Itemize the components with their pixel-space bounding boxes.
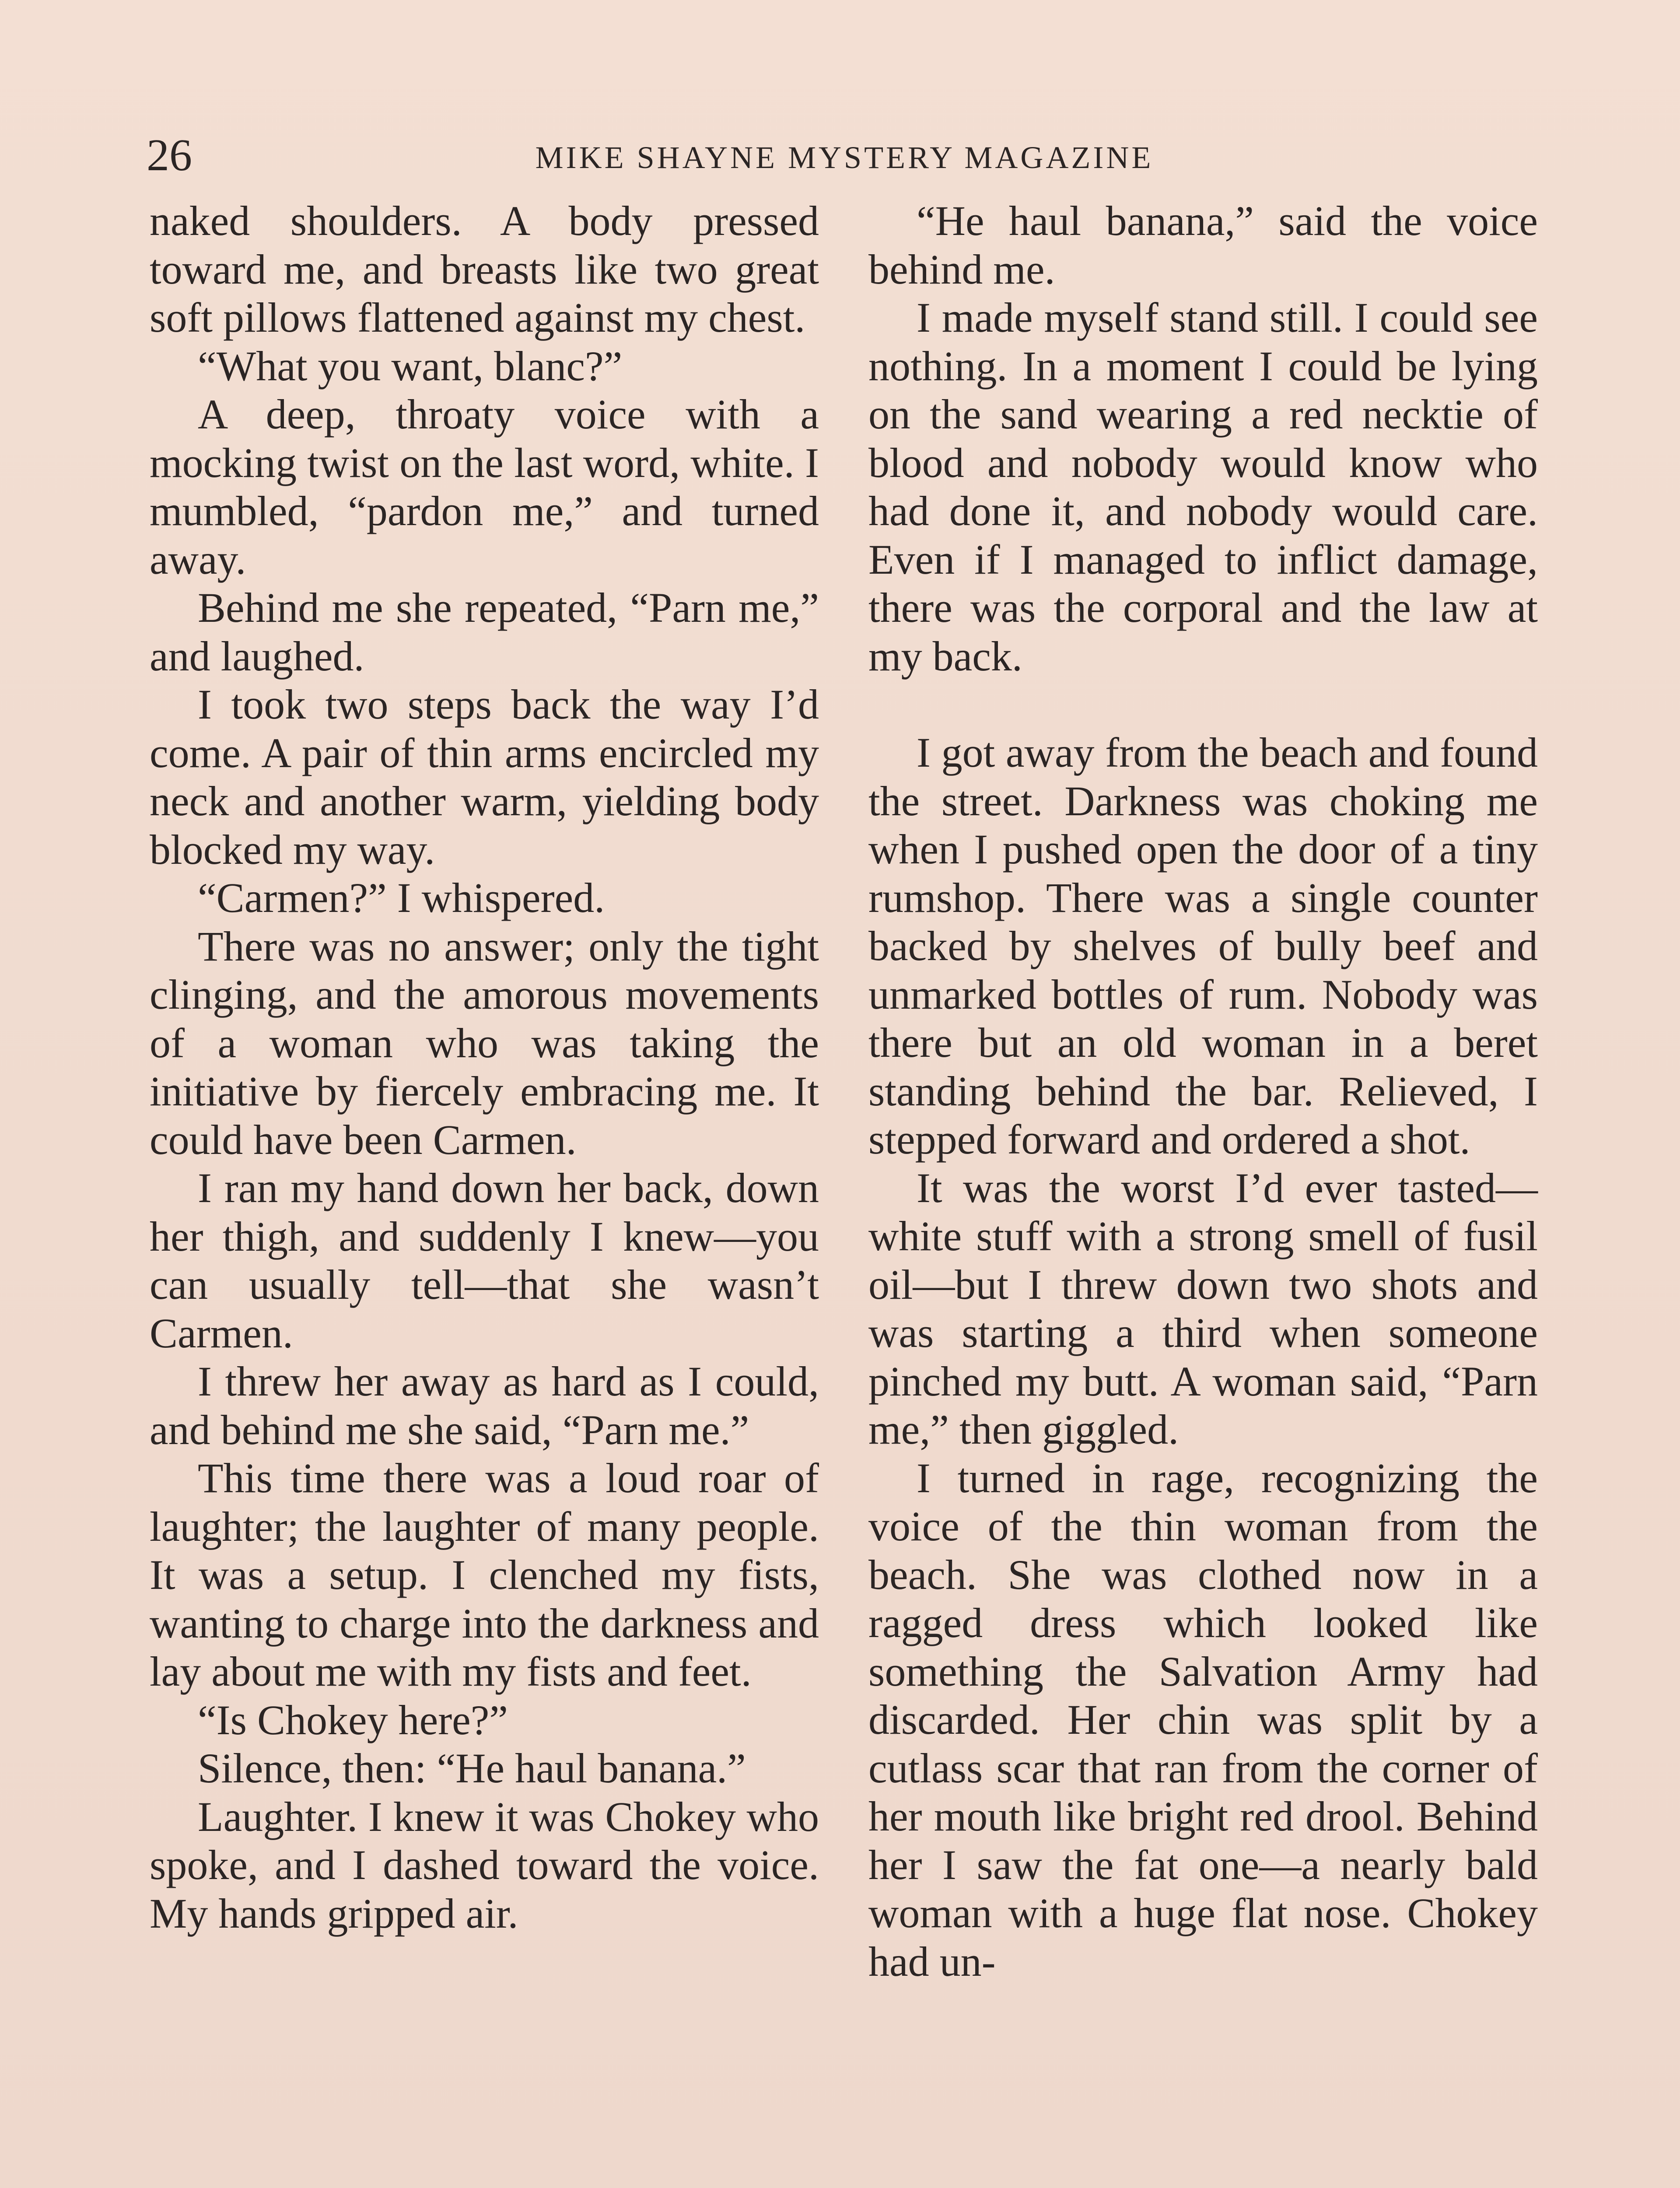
- paragraph: Silence, then: “He haul banana.”: [198, 1745, 746, 1792]
- page-number: 26: [147, 130, 192, 180]
- paragraph: Behind me she repeated, “Parn me,” and laughed.: [150, 584, 819, 680]
- paragraph: It was the worst I’d ever tasted—white stuff with a strong smell of fusil oil—but I threw down two shots and was starting a third when someone pinched my butt. A woman said, “Parn me,” then giggled.: [868, 1164, 1538, 1453]
- section-break: [868, 680, 1538, 729]
- paragraph: naked shoulders. A body pressed toward me, and breasts like two great soft pillows flattened against my chest.: [150, 197, 819, 341]
- paragraph: “What you want, blanc?”: [198, 342, 623, 389]
- paragraph: I took two steps back the way I’d come. A pair of thin arms encircled my neck and another warm, yielding body blocked my way.: [150, 681, 819, 873]
- paragraph: I ran my hand down her back, down her thigh, and suddenly I knew—you can usually tell—that she wasn’t Carmen.: [150, 1164, 819, 1357]
- paragraph: “He haul banana,” said the voice behind me.: [868, 197, 1538, 293]
- right-column: [868, 197, 1538, 1986]
- paragraph: I turned in rage, recognizing the voice of the thin woman from the beach. She was clothed now in a ragged dress which looked like something the Salvation Army had discarded. Her chin was split by a cutlass scar that ran from the corner of her mouth like bright red drool. Behind her I saw the fat one—a nearly bald woman with a huge flat nose. Chokey had un-: [868, 1454, 1538, 1985]
- paragraph: I got away from the beach and found the street. Darkness was choking me when I pushed open the door of a tiny rumshop. There was a single counter backed by shelves of bully beef and unmarked bottles of rum. Nobody was there but an old woman in a beret standing behind the bar. Relieved, I stepped forward and ordered a shot.: [868, 729, 1538, 1163]
- paragraph: Laughter. I knew it was Chokey who spoke, and I dashed toward the voice. My hands gripped air.: [150, 1793, 819, 1937]
- paragraph: There was no answer; only the tight clinging, and the amorous movements of a woman who was taking the initiative by fiercely embracing me. It could have been Carmen.: [150, 922, 819, 1163]
- paragraph: I threw her away as hard as I could, and behind me she said, “Parn me.”: [150, 1358, 819, 1453]
- paragraph: I made myself stand still. I could see nothing. In a moment I could be lying on the sand wearing a red necktie of blood and nobody would know who had done it, and nobody would care. Even if I managed to inflict damage, there was the corporal and the law at my back.: [868, 294, 1538, 680]
- paragraph: A deep, throaty voice with a mocking twist on the last word, white. I mumbled, “pardon me,” and turned away.: [150, 391, 819, 583]
- running-title: MIKE SHAYNE MYSTERY MAGAZINE: [535, 140, 1154, 175]
- page-header: [147, 127, 1542, 188]
- paragraph: “Carmen?” I whispered.: [198, 874, 605, 921]
- left-column: [150, 197, 819, 1938]
- paragraph: This time there was a loud roar of laughter; the laughter of many people. It was a setup. I clenched my fists, wanting to charge into the darkness and lay about me with my fists and feet.: [150, 1455, 819, 1695]
- paragraph: “Is Chokey here?”: [198, 1696, 508, 1743]
